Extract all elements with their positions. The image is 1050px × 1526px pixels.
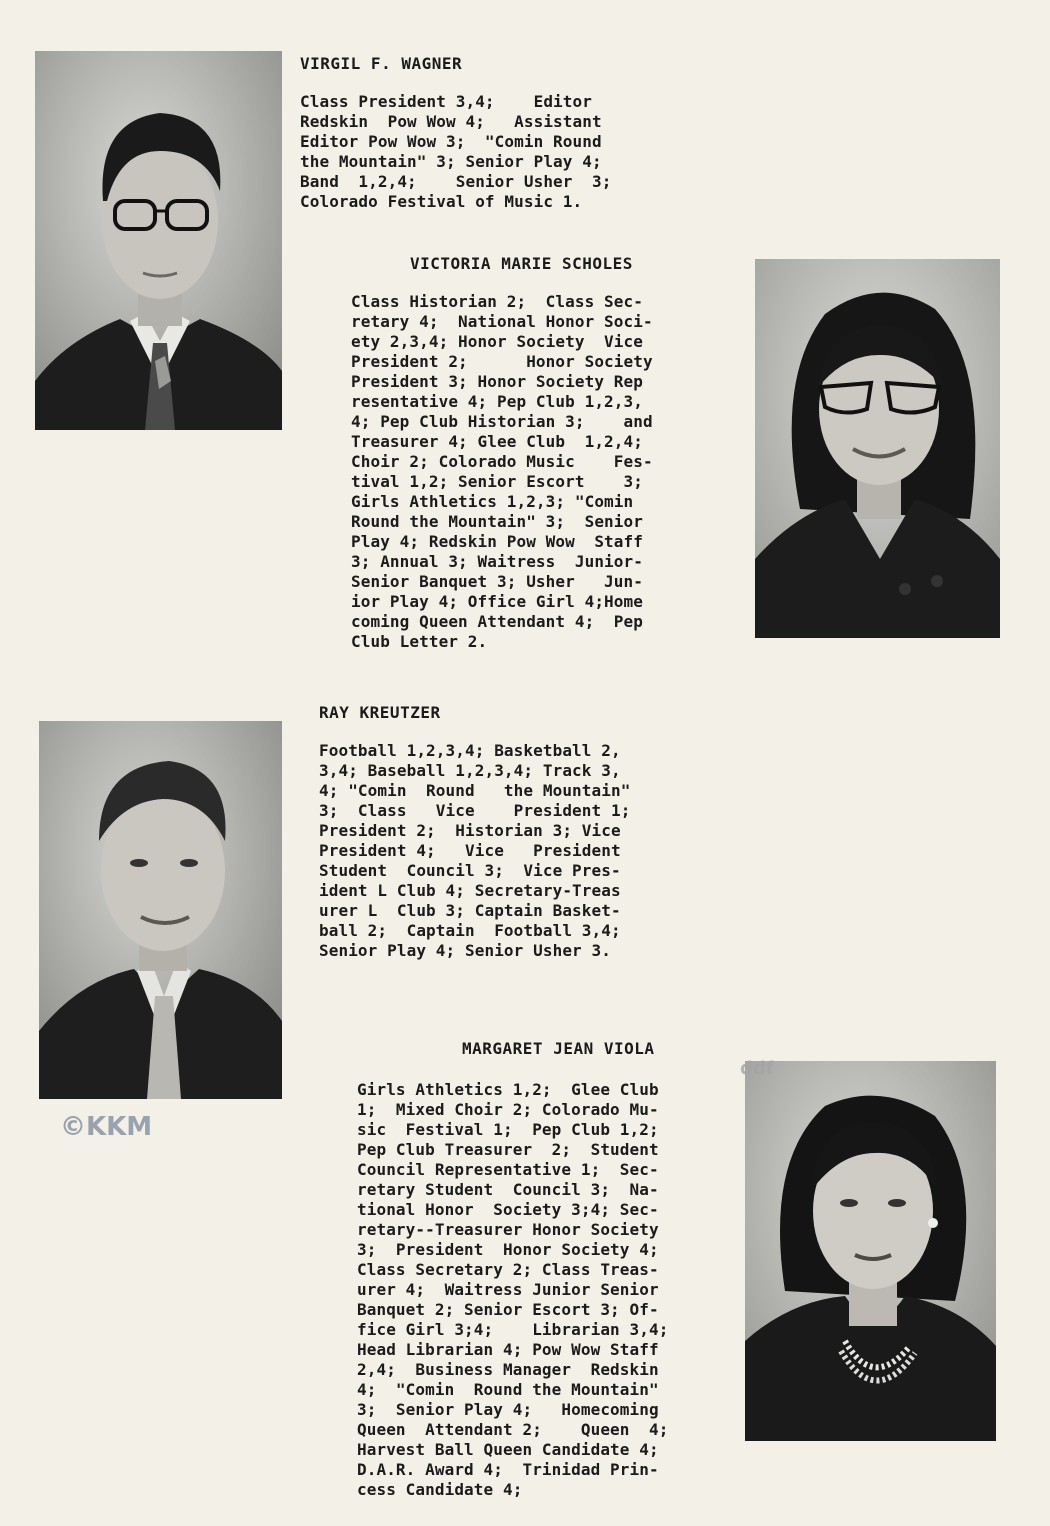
portrait-photo-virgil-wagner	[35, 51, 282, 430]
student-activities-virgil-wagner: Class President 3,4; Editor Redskin Pow Wow 4; Assistant Editor Pow Wow 3; "Comin Round the Mountain" 3; Senior Play 4; Band 1,2,4; Senior Usher 3; Colorado Festival of Music 1.	[300, 92, 612, 211]
portrait-photo-victoria-scholes	[755, 259, 1000, 638]
portrait-photo-ray-kreutzer	[39, 721, 282, 1099]
student-name-victoria-scholes: VICTORIA MARIE SCHOLES	[410, 254, 633, 273]
copyright-watermark: ©KKM	[60, 1112, 153, 1142]
student-activities-margaret-viola: Girls Athletics 1,2; Glee Club 1; Mixed Choir 2; Colorado Mu- sic Festival 1; Pep Club 1,2; Pep Club Treasurer 2; Student Council Representative 1; Sec- retary Student Council 3; Na- tional Honor Society 3;4; Sec- retary--Treasurer Honor Society 3; President Honor Society 4; Class Secretary 2; Class Treas- urer 4; Waitress Junior Senior Banquet 2; Senior Escort 3; Of- fice Girl 3;4; Librarian 3,4; Head Librarian 4; Pow Wow Staff 2,4; Business Manager Redskin 4; "Comin Round the Mountain" 3; Senior Play 4; Homecoming Queen Attendant 2; Queen 4; Harvest Ball Queen Candidate 4; D.A.R. Award 4; Trinidad Prin- cess Candidate 4;	[357, 1080, 669, 1499]
portrait-photo-margaret-viola	[745, 1061, 996, 1441]
student-activities-ray-kreutzer: Football 1,2,3,4; Basketball 2, 3,4; Baseball 1,2,3,4; Track 3, 4; "Comin Round the Mountain" 3; Class Vice President 1; President 2; Historian 3; Vice President 4; Vice President Student Council 3; Vice Pres- ident L Club 4; Secretary-Treas urer L Club 3; Captain Basket- ball 2; Captain Football 3,4; Senior Play 4; Senior Usher 3.	[319, 741, 631, 960]
student-name-virgil-wagner: VIRGIL F. WAGNER	[300, 54, 463, 73]
student-name-ray-kreutzer: RAY KREUTZER	[319, 703, 441, 722]
initials-watermark: ddf	[740, 1058, 774, 1079]
student-name-margaret-viola: MARGARET JEAN VIOLA	[462, 1039, 655, 1058]
student-activities-victoria-scholes: Class Historian 2; Class Sec- retary 4; National Honor Soci- ety 2,3,4; Honor Society Vice President 2; Honor Society President 3; Honor Society Rep resentative 4; Pep Club 1,2,3, 4; Pep Club Historian 3; and Treasurer 4; Glee Club 1,2,4; Choir 2; Colorado Music Fes- tival 1,2; Senior Escort 3; Girls Athletics 1,2,3; "Comin Round the Mountain" 3; Senior Play 4; Redskin Pow Wow Staff 3; Annual 3; Waitress Junior- Senior Banquet 3; Usher Jun- ior Play 4; Office Girl 4;Home coming Queen Attendant 4; Pep Club Letter 2.	[351, 292, 653, 651]
